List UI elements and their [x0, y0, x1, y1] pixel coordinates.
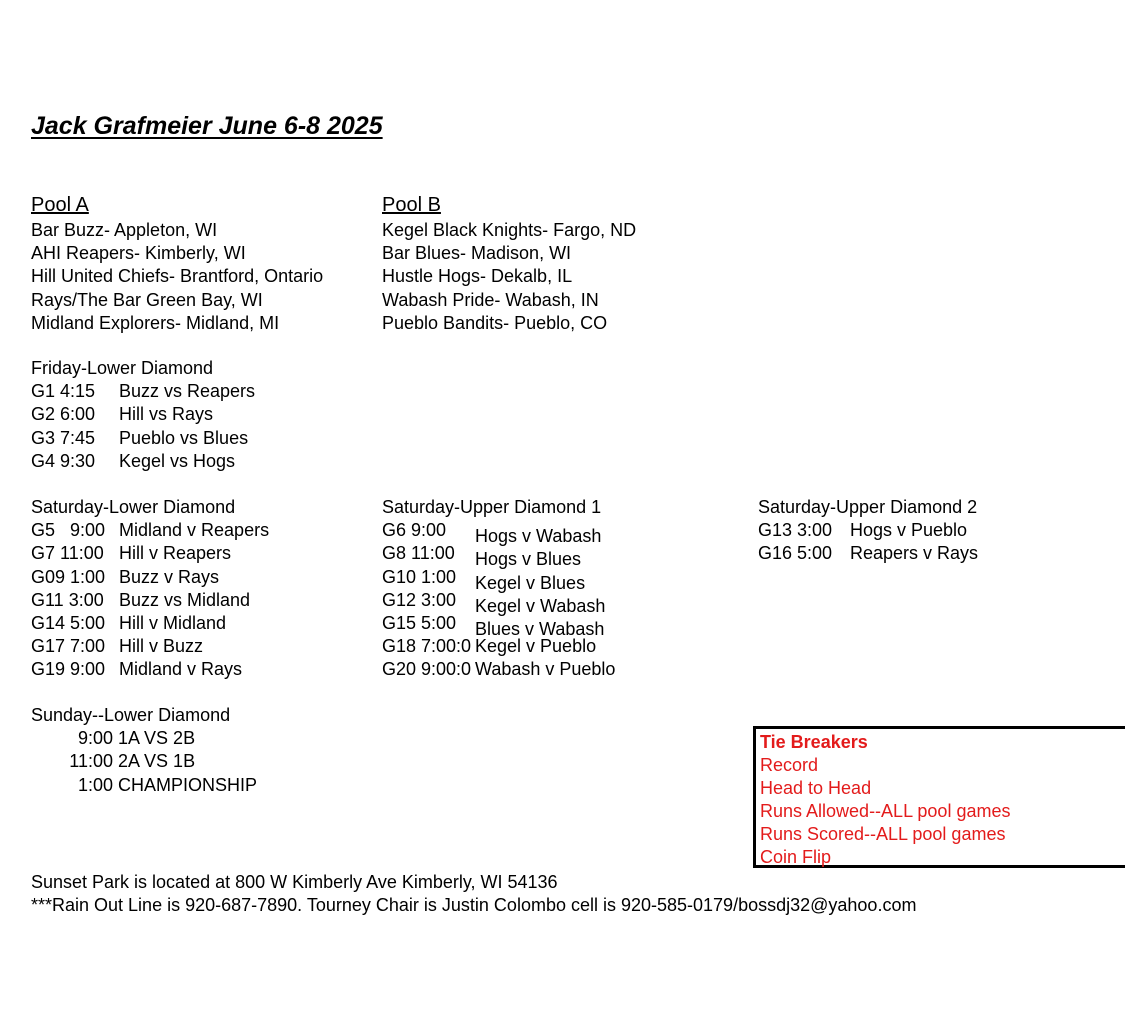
pool-a-team: Rays/The Bar Green Bay, WI — [31, 289, 263, 310]
game-code: G7 11:00 — [31, 543, 104, 564]
game-matchup: Hogs v Blues — [475, 549, 582, 570]
game-matchup: Wabash v Pueblo — [475, 659, 616, 680]
game-matchup: Buzz vs Midland — [119, 589, 251, 610]
game-matchup: Buzz vs Reapers — [119, 381, 256, 402]
saturday-upper1-heading: Saturday-Upper Diamond 1 — [382, 497, 602, 517]
pool-b-team: Pueblo Bandits- Pueblo, CO — [382, 312, 608, 333]
game-code: G4 9:30 — [31, 450, 96, 471]
game-row — [31, 566, 269, 589]
game-matchup: CHAMPIONSHIP — [118, 774, 258, 795]
game-matchup: Reapers v Rays — [850, 543, 979, 564]
game-row — [31, 427, 255, 450]
saturday-upper2-schedule — [758, 496, 978, 566]
game-code: G17 7:00 — [31, 636, 106, 657]
game-row — [31, 727, 257, 750]
footer — [31, 871, 916, 917]
pool-b-team: Hustle Hogs- Dekalb, IL — [382, 266, 573, 287]
friday-schedule — [31, 357, 255, 473]
game-row — [758, 519, 978, 542]
game-time: 11:00 — [69, 751, 113, 772]
game-row — [31, 519, 269, 542]
game-matchup: Blues v Wabash — [475, 619, 605, 640]
game-row — [31, 750, 257, 773]
game-matchup: 2A VS 1B — [118, 751, 196, 772]
location-text: Sunset Park is located at 800 W Kimberly Ave Kimberly, WI 54136 — [31, 872, 558, 892]
game-code: G3 7:45 — [31, 427, 96, 448]
game-row — [31, 774, 257, 797]
game-code: G10 1:00 — [382, 566, 457, 587]
game-matchup: Hill v Reapers — [119, 543, 232, 564]
pool-a-team: Bar Buzz- Appleton, WI — [31, 220, 218, 240]
tie-breakers-box — [753, 726, 1125, 868]
pool-b-team: Bar Blues- Madison, WI — [382, 243, 572, 264]
game-matchup: Hogs v Wabash — [475, 526, 602, 547]
game-code: G15 5:00 — [382, 612, 457, 633]
game-matchup: Pueblo vs Blues — [119, 427, 249, 448]
game-row — [382, 542, 615, 570]
game-matchup: Hill v Midland — [119, 612, 227, 633]
game-time: 1:00 — [77, 774, 113, 795]
game-matchup: Kegel v Wabash — [475, 595, 606, 616]
game-code: G14 5:00 — [31, 612, 106, 633]
game-code: G11 3:00 — [31, 589, 104, 610]
tie-breaker-item: Runs Scored--ALL pool games — [760, 824, 1006, 845]
tie-breaker-item: Record — [760, 755, 819, 776]
game-row — [31, 542, 269, 565]
game-row — [31, 403, 255, 426]
tie-breaker-item: Runs Allowed--ALL pool games — [760, 801, 1011, 822]
tie-breaker-item: Coin Flip — [760, 847, 832, 868]
pool-a-team: AHI Reapers- Kimberly, WI — [31, 243, 246, 264]
game-matchup: Midland v Reapers — [119, 520, 270, 541]
saturday-upper1-schedule — [382, 496, 615, 682]
game-time: 9:00 — [77, 728, 113, 749]
game-matchup: 1A VS 2B — [118, 728, 196, 749]
pool-a-heading: Pool A — [31, 194, 89, 216]
pool-a-team: Midland Explorers- Midland, MI — [31, 312, 280, 333]
game-row — [382, 635, 615, 658]
saturday-upper2-heading: Saturday-Upper Diamond 2 — [758, 497, 978, 517]
saturday-lower-heading: Saturday-Lower Diamond — [31, 497, 236, 517]
game-matchup: Hogs v Pueblo — [850, 520, 968, 541]
sunday-heading: Sunday--Lower Diamond — [31, 705, 231, 725]
pool-a-team: Hill United Chiefs- Brantford, Ontario — [31, 266, 324, 287]
pool-b-team: Wabash Pride- Wabash, IN — [382, 289, 599, 310]
game-code: G6 9:00 — [382, 520, 447, 541]
pool-b-team: Kegel Black Knights- Fargo, ND — [382, 220, 637, 240]
game-matchup: Kegel v Blues — [475, 572, 586, 593]
contact-text: ***Rain Out Line is 920-687-7890. Tourney Chair is Justin Colombo cell is 920-585-0179/bossdj32@yahoo.com — [31, 895, 917, 916]
game-code: G18 7:00:0 — [382, 636, 472, 657]
game-code: G13 3:00 — [758, 520, 833, 541]
game-code: G19 9:00 — [31, 659, 106, 680]
game-row — [31, 658, 269, 681]
game-matchup: Buzz v Rays — [119, 566, 220, 587]
game-matchup: Kegel vs Hogs — [119, 450, 236, 471]
page-title: Jack Grafmeier June 6-8 2025 — [31, 112, 383, 140]
pool-b — [382, 194, 636, 335]
game-code: G20 9:00:0 — [382, 659, 472, 680]
game-code: G12 3:00 — [382, 589, 457, 610]
game-code: G2 6:00 — [31, 404, 96, 425]
game-matchup: Kegel v Pueblo — [475, 636, 597, 657]
saturday-lower-schedule — [31, 496, 269, 682]
tie-breaker-item: Head to Head — [760, 778, 872, 799]
game-matchup: Midland v Rays — [119, 659, 243, 680]
game-row — [382, 658, 615, 681]
pool-a — [31, 194, 323, 335]
game-code: G5 9:00 — [31, 520, 106, 541]
game-row — [382, 612, 615, 640]
sunday-schedule — [31, 704, 257, 797]
game-row — [31, 380, 255, 403]
game-matchup: Hill v Buzz — [119, 636, 204, 657]
game-code: G09 1:00 — [31, 566, 106, 587]
tie-breakers-heading: Tie Breakers — [760, 732, 868, 752]
game-matchup: Hill vs Rays — [119, 404, 214, 425]
game-row — [382, 566, 615, 593]
game-row — [31, 450, 255, 473]
game-row — [382, 589, 615, 616]
game-row — [31, 612, 269, 635]
friday-heading: Friday-Lower Diamond — [31, 358, 214, 378]
game-row — [31, 589, 269, 612]
game-code: G16 5:00 — [758, 543, 833, 564]
game-row — [758, 542, 978, 565]
game-code: G8 11:00 — [382, 543, 455, 564]
game-row — [31, 635, 269, 658]
pool-b-heading: Pool B — [382, 194, 441, 216]
game-row — [382, 519, 615, 547]
game-code: G1 4:15 — [31, 381, 96, 402]
